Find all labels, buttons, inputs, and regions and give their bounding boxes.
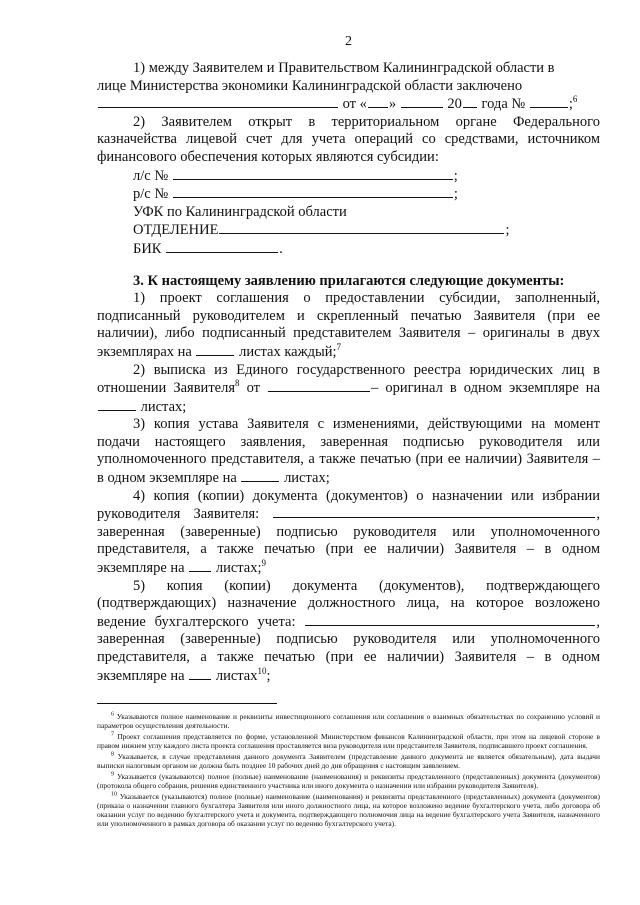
punct: , [596,506,600,523]
punct: . [279,240,283,257]
footnote-ref-7: 7 [336,342,342,353]
bik-label: БИК [133,240,162,257]
item-4-sheets-blank[interactable] [189,559,211,572]
ls-line [97,167,600,186]
item-5-document-blank[interactable] [305,613,595,626]
ls-label: л/с № [133,167,169,184]
month-blank[interactable] [401,95,443,108]
item-2-date-blank[interactable] [268,379,370,392]
footnote-text: Проект соглашения представляется по форме, установленной Министерством финансов Калининградской области, при этом на лицевой стороне в правом нижнем углу каждого листа проекта соглашения проставляется виза руководителя или представителя Заявителя, подписавшего проект соглашения. [97,732,600,751]
bik-blank[interactable] [166,240,278,253]
item-4-text-mid: заверенная (заверенные) подписью руководителя или уполномоченного представителя, а также печатью (при ее наличии) Заявителя – в одном экземпляре на [97,523,600,577]
bik-line [97,240,600,259]
footnote-text: Указывается, в случае представления данного документа Заявителем (представление данного документа не является обязательным), дата выдачи выписки налоговым органом не должна быть позднее 10 рабочих дней до дня обращения с настоящим заявлением. [97,752,600,771]
item-4-text-end: листах; [215,560,262,577]
number-label: года № [481,96,526,113]
item-5-sheets-blank[interactable] [189,667,211,680]
paragraph-1-line-3 [97,95,600,114]
item-2-sheets-blank[interactable] [98,398,136,411]
footnote-text: Указывается (указываются) полное (полные) наименование (наименования) и реквизиты представленного (представленных) документа (документов) (приказа о назначении главного бухгалтера Заявителя или иного должностного лица, на которое возложено ведение бухгалтерского учета, либо договора об оказании услуг по ведению бухгалтерского учета и документа, подтверждающего полномочия лица на ведение бухгалтерского учета Заявителя, назначенного или уполномоченного в рамках договора об оказании услуг по ведению бухгалтерского учета). [97,792,600,829]
item-5 [97,578,600,686]
section-3-heading: 3. К настоящему заявлению прилагаются следующие документы: [133,272,565,289]
paragraph-1-line-1: 1) между Заявителем и Правительством Калининградской области в [133,60,555,76]
item-2 [97,362,600,417]
item-1-text: 1) проект соглашения о предоставлении субсидии, заполненный, подписанный руководителем и скрепленный печатью Заявителя (при ее наличии), либо подписанный представителем Заявителя – оригиналы в двух экземплярах на [97,290,600,360]
punct: ; [453,167,458,184]
item-1-text-end: листах каждый; [239,343,337,360]
item-4-text: 4) копия (копии) документа (документов) о назначении или избрании руководителя Заявителя: [97,487,600,523]
item-4 [97,488,600,578]
footnote-ref-6: 6 [572,94,578,105]
footnote-ref-8: 8 [235,378,240,389]
paragraph-1-line-2: лице Министерства экономики Калининградской области заключено [97,77,523,94]
punct: ; [505,222,510,239]
footnote-ref-10: 10 [257,665,267,676]
item-5-text-end: листах [215,667,258,684]
otd-label: ОТДЕЛЕНИЕ [133,222,219,239]
page-number: 2 [345,34,352,49]
footnote-number: 10 [111,791,117,798]
item-2-text-mid: – оригинал в одном экземпляре на [371,380,600,397]
footnotes [97,712,600,828]
punct: ; [453,186,458,203]
day-blank[interactable] [368,95,388,108]
footnote-separator [97,703,277,704]
item-2-text: 2) выписка из Единого государственного реестра юридических лиц в отношении Заявителя [97,361,600,397]
footnote-7 [97,732,600,750]
footnote-10 [97,792,600,828]
item-2-text-end: листах; [140,398,187,415]
agreement-name-blank[interactable] [98,95,338,108]
item-3-text: 3) копия устава Заявителя с изменениями, действующими на момент подачи настоящего заявления, заверенная подписью руководителя или уполномоченного представителя, а также печатью (при ее наличии) Заявителя – в одном экземпляре на [97,416,600,487]
agreement-number-blank[interactable] [530,95,568,108]
footnote-number: 6 [111,711,114,718]
footnote-text: Указывается (указываются) полное (полные) наименование (наименования) и реквизиты представленного (представленных) документа (документов) (протокола общего собрания, решения единственного участника или иного документа о назначении или избрании руководителя Заявителя). [97,772,600,791]
item-5-text-mid: заверенная (заверенные) подписью руководителя или уполномоченного представителя, а также печатью (при ее наличии) Заявителя – в одном экземпляре на [97,631,600,684]
footnote-6 [97,712,600,730]
item-3-text-end: листах; [284,470,330,487]
item-3-sheets-blank[interactable] [241,469,279,482]
document-body [97,60,600,685]
punct: ; [266,667,271,684]
footnote-number: 9 [111,771,114,778]
ufk-line: УФК по Калининградской области [133,203,347,220]
item-4-document-blank[interactable] [273,505,595,518]
rs-blank[interactable] [173,185,453,198]
footnote-9 [97,772,600,790]
otd-blank[interactable] [219,221,504,234]
footnote-number: 7 [111,731,114,738]
year-prefix: 20 [447,96,462,113]
year-blank[interactable] [463,95,477,108]
footnote-number: 8 [111,751,114,758]
item-1-sheets-blank[interactable] [196,343,234,356]
date-prefix: от « [342,96,367,113]
footnote-text: Указываются полное наименование и реквизиты инвестиционного соглашения или соглашения о взаимных обязательствах по сохранению условий и параметров осуществления деятельности. [97,712,600,731]
date-quote: » [388,96,397,113]
item-3 [97,416,600,487]
item-5-text: 5) копия (копии) документа (документов), подтверждающего (подтверждающих) назначение должностного лица, на которое возложено ведение бухгалтерского учета: [97,577,600,630]
footnote-ref-9: 9 [261,558,267,569]
item-2-from: от [246,380,260,397]
otd-line [97,221,600,240]
footnote-8 [97,752,600,770]
punct: , [596,613,600,630]
item-1 [97,290,600,361]
rs-line [97,185,600,204]
paragraph-2: 2) Заявителем открыт в территориальном органе Федерального казначейства лицевой счет для учета операций со средствами, источником финансового обеспечения которых являются субсидии: [97,113,600,165]
ls-blank[interactable] [173,167,453,180]
punct: ; [568,96,573,113]
rs-label: р/с № [133,186,169,203]
